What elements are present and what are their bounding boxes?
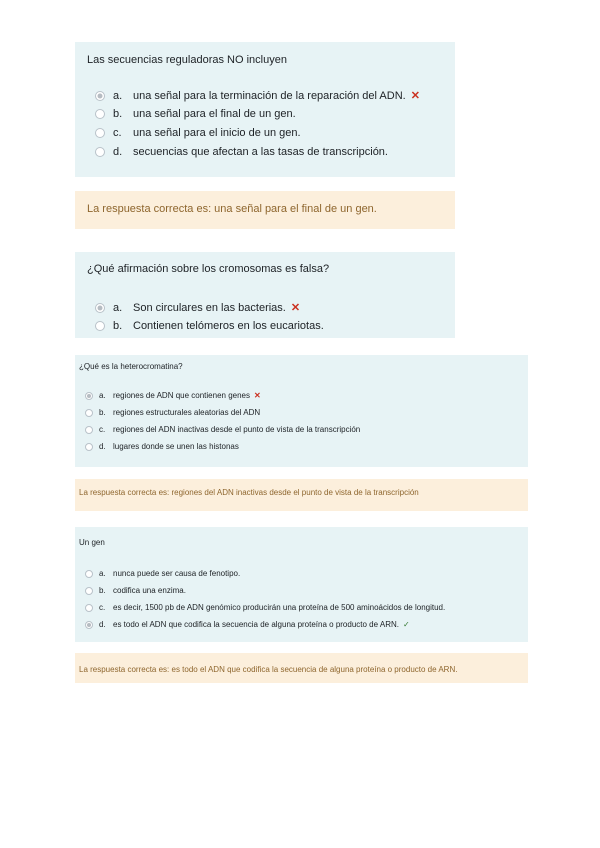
question-text: ¿Qué afirmación sobre los cromosomas es falsa?: [87, 263, 330, 275]
radio-button[interactable]: [85, 587, 93, 595]
option-letter: a.: [113, 89, 123, 102]
feedback-box-1: La respuesta correcta es: una señal para el final de un gen.: [75, 191, 455, 229]
question-card-3: [75, 355, 528, 467]
option-letter: a.: [113, 301, 123, 314]
option-letter: b.: [99, 408, 106, 417]
radio-button[interactable]: [95, 91, 105, 101]
radio-button[interactable]: [85, 426, 93, 434]
radio-button[interactable]: [85, 409, 93, 417]
question-card-2: [75, 252, 455, 338]
correct-check-icon: ✓: [402, 620, 410, 629]
option-letter: a.: [99, 569, 106, 578]
question-text: ¿Qué es la heterocromatina?: [79, 362, 183, 371]
option-text: nunca puede ser causa de fenotipo.: [113, 569, 241, 578]
option-text: secuencias que afectan a las tasas de transcripción.: [133, 146, 388, 158]
option-text: es todo el ADN que codifica la secuencia de alguna proteína o producto de ARN.: [113, 620, 399, 629]
option-text: codifica una enzima.: [113, 586, 186, 595]
option-a[interactable]: [85, 569, 240, 578]
option-letter: c.: [99, 603, 106, 612]
option-text: una señal para la terminación de la reparación del ADN.: [133, 89, 406, 102]
option-b[interactable]: [85, 408, 260, 417]
radio-button[interactable]: [95, 109, 105, 119]
radio-button[interactable]: [85, 604, 93, 612]
option-d[interactable]: [85, 442, 239, 451]
radio-button[interactable]: [85, 570, 93, 578]
option-text: una señal para el final de un gen.: [133, 108, 296, 120]
option-letter: a.: [99, 391, 106, 400]
question-card-1: [75, 42, 455, 177]
option-text: Son circulares en las bacterias.: [133, 301, 286, 314]
option-text: regiones del ADN inactivas desde el punto de vista de la transcripción: [113, 425, 361, 434]
option-letter: d.: [113, 146, 123, 158]
option-text: es decir, 1500 pb de ADN genómico producirán una proteína de 500 aminoácidos de longitud.: [113, 603, 446, 612]
incorrect-icon: ✕: [410, 90, 420, 102]
radio-button[interactable]: [95, 147, 105, 157]
option-d[interactable]: [95, 146, 388, 158]
option-letter: b.: [99, 586, 106, 595]
option-letter: c.: [113, 127, 122, 139]
option-b[interactable]: [85, 586, 186, 595]
option-letter: d.: [99, 620, 106, 629]
option-c[interactable]: [85, 425, 360, 434]
incorrect-icon: ✕: [254, 391, 261, 400]
radio-button[interactable]: [85, 392, 93, 400]
incorrect-icon: ✕: [290, 302, 301, 314]
radio-button[interactable]: [85, 621, 93, 629]
option-letter: c.: [99, 425, 106, 434]
option-b[interactable]: [95, 108, 296, 120]
radio-button[interactable]: [95, 321, 105, 331]
option-letter: d.: [99, 442, 106, 451]
option-c[interactable]: [85, 603, 445, 612]
option-c[interactable]: [95, 127, 301, 139]
option-b[interactable]: [95, 320, 324, 332]
option-letter: b.: [113, 108, 123, 120]
question-card-4: [75, 527, 528, 642]
option-text: regiones de ADN que contienen genes: [113, 391, 250, 400]
option-text: Contienen telómeros en los eucariotas.: [133, 320, 324, 332]
option-d[interactable]: [85, 620, 410, 629]
radio-button[interactable]: [95, 128, 105, 138]
option-text: regiones estructurales aleatorias del ADN: [113, 408, 261, 417]
radio-button[interactable]: [95, 303, 105, 313]
option-a[interactable]: [95, 89, 420, 102]
question-text: Las secuencias reguladoras NO incluyen: [87, 54, 287, 66]
option-a[interactable]: [85, 391, 261, 400]
option-text: lugares donde se unen las histonas: [113, 442, 239, 451]
question-text: Un gen: [79, 538, 105, 547]
radio-button[interactable]: [85, 443, 93, 451]
feedback-box-3: La respuesta correcta es: regiones del ADN inactivas desde el punto de vista de la transcripción: [75, 479, 528, 511]
option-a[interactable]: [95, 301, 300, 314]
feedback-box-4: La respuesta correcta es: es todo el ADN que codifica la secuencia de alguna proteína o producto de ARN.: [75, 653, 528, 683]
option-text: una señal para el inicio de un gen.: [133, 127, 301, 139]
option-letter: b.: [113, 320, 123, 332]
